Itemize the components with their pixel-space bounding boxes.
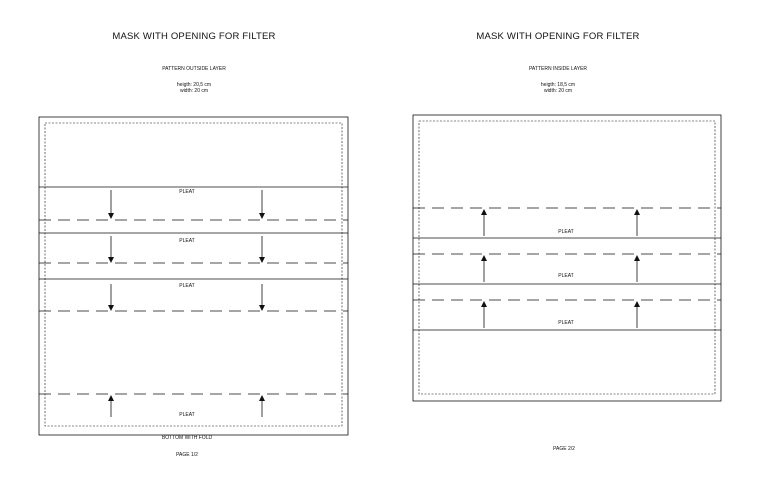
page2-title: MASK WITH OPENING FOR FILTER [476,31,640,42]
page2-page-number: PAGE 2/2 [553,446,575,452]
page2-pleat-label: PLEAT [558,229,574,235]
page1-subtitle: PATTERN OUTSIDE LAYER [162,66,226,72]
page2-pattern [413,115,721,401]
page1-pleat-label: PLEAT [179,189,195,195]
page1-pleat-label: PLEAT [179,412,195,418]
page2-height: heigth: 18,5 cm [540,82,576,88]
page1-pattern [39,117,348,435]
page2-pleat-label: PLEAT [558,273,574,279]
page2-width: width: 20 cm [543,88,573,94]
page1-outer-border [39,117,348,435]
page1-seam-allowance [45,123,342,426]
page2-pleat-label: PLEAT [558,320,574,326]
page1-page-number: PAGE 1/2 [176,452,198,458]
page1-pleat-label: PLEAT [179,238,195,244]
page2-outer-border [413,115,721,401]
page1-pleat-label: PLEAT [179,283,195,289]
page1-width: width: 20 cm [179,88,209,94]
page1-title: MASK WITH OPENING FOR FILTER [112,31,276,42]
page2-subtitle: PATTERN INSIDE LAYER [528,66,588,72]
page1-bottom-label: BOTTOM WITH FOLD [161,435,213,441]
page2-seam-allowance [419,121,715,394]
page1-height: heigth: 20,5 cm [176,82,212,88]
